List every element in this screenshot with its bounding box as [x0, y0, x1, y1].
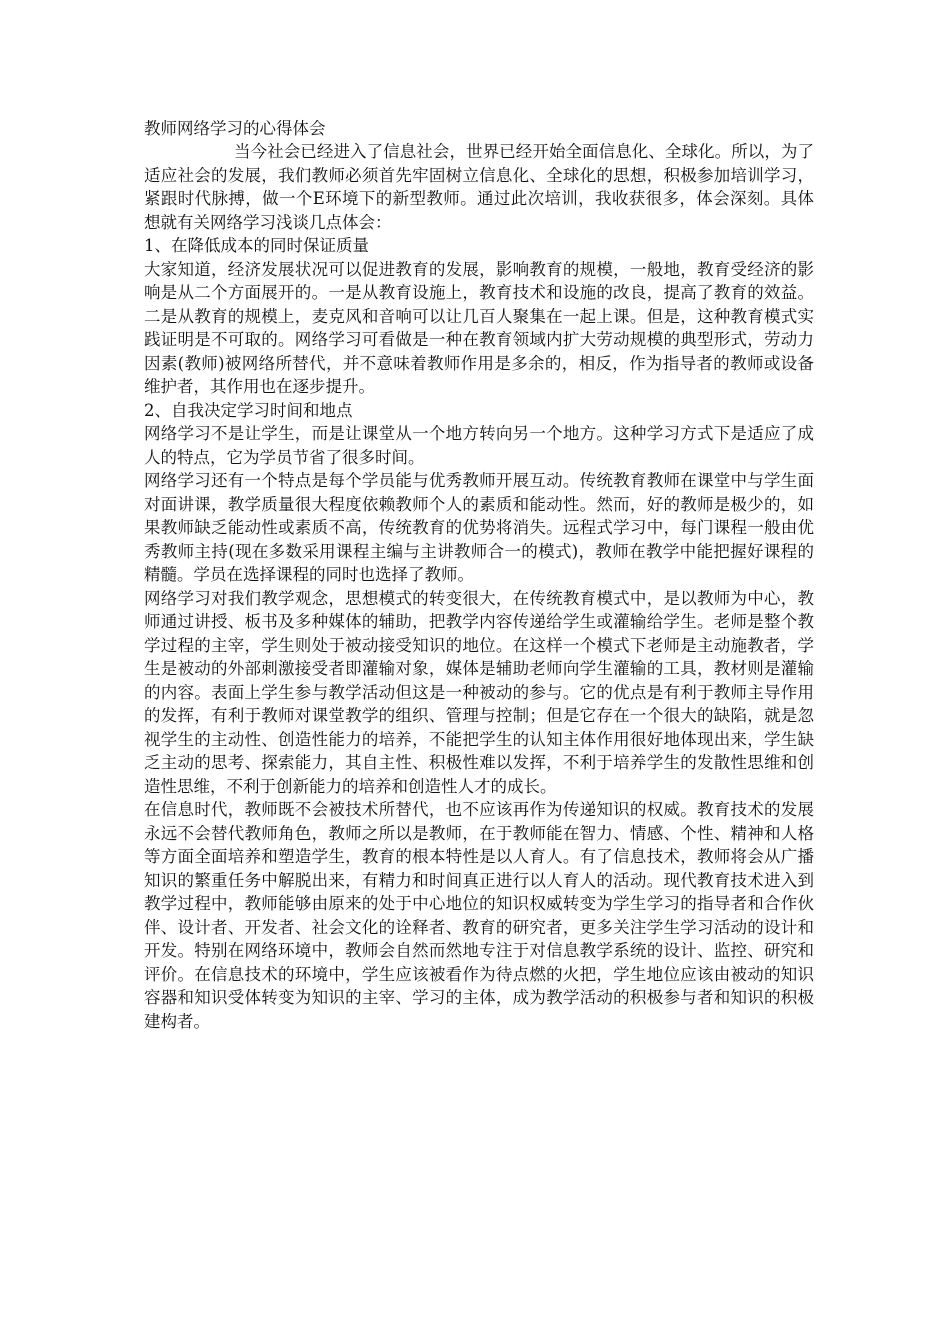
section-2-paragraph-3: 网络学习对我们教学观念，思想模式的转变很大，在传统教育模式中，是以教师为中心，教师通过讲授、板书及多种媒体的辅助，把教学内容传递给学生或灌输给学生。老师是整个教学过程的主宰，学生则处于被动接受知识的地位。在这样一个模式下老师是主动施教者，学生是被动的外部刺激接受者即灌输对象，媒体是辅助老师向学生灌输的工具，教材则是灌输的内容。表面上学生参与教学活动但这是一种被动的参与。它的优点是有利于教师主导作用的发挥，有利于教师对课堂教学的组织、管理与控制；但是它存在一个很大的缺陷，就是忽视学生的主动性、创造性能力的培养，不能把学生的认知主体作用很好地体现出来，学生缺乏主动的思考、探索能力，其自主性、积极性难以发挥，不利于培养学生的发散性思维和创造性思维，不利于创新能力的培养和创造性人才的成长。	[144, 588, 814, 796]
section-1-paragraph: 大家知道，经济发展状况可以促进教育的发展，影响教育的规模，一般地，教育受经济的影响是从二个方面展开的。一是从教育设施上，教育技术和设施的改良，提高了教育的效益。二是从教育的规模上，麦克风和音响可以让几百人聚集在一起上课。但是，这种教育模式实践证明是不可取的。网络学习可看做是一种在教育领域内扩大劳动规模的典型形式，劳动力因素(教师)被网络所替代，并不意味着教师作用是多余的，相反，作为指导者的教师或设备维护者，其作用也在逐步提升。	[144, 259, 814, 396]
section-2-paragraph-2: 网络学习还有一个特点是每个学员能与优秀教师开展互动。传统教育教师在课堂中与学生面对面讲课，教学质量很大程度依赖教师个人的素质和能动性。然而，好的教师是极少的，如果教师缺乏能动性或素质不高，传统教育的优势将消失。远程式学习中，每门课程一般由优秀教师主持(现在多数采用课程主编与主讲教师合一的模式)，教师在教学中能把握好课程的精髓。学员在选择课程的同时也选择了教师。	[144, 471, 814, 584]
section-2-paragraph-4: 在信息时代，教师既不会被技术所替代，也不应该再作为传递知识的权威。教育技术的发展永远不会替代教师角色，教师之所以是教师，在于教师能在智力、情感、个性、精神和人格等方面全面培养和塑造学生，教育的根本特性是以人育人。有了信息技术，教师将会从广播知识的繁重任务中解脱出来，有精力和时间真正进行以人育人的活动。现代教育技术进入到教学过程中，教师能够由原来的处于中心地位的知识权威转变为学生学习的指导者和合作伙伴、设计者、开发者、社会文化的诠释者、教育的研究者，更多关注学生学习活动的设计和开发。特别在网络环境中，教师会自然而然地专注于对信息教学系统的设计、监控、研究和评价。在信息技术的环境中，学生应该被看作为待点燃的火把，学生地位应该由被动的知识容器和知识受体转变为知识的主宰、学习的主体，成为教学活动的积极参与者和知识的积极建构者。	[144, 800, 814, 1031]
document-page	[144, 117, 814, 1033]
section-2-paragraph-1: 网络学习不是让学生，而是让课堂从一个地方转向另一个地方。这种学习方式下是适应了成人的特点，它为学员节省了很多时间。	[144, 424, 814, 467]
intro-paragraph: 当今社会已经进入了信息社会，世界已经开始全面信息化、全球化。所以，为了适应社会的发展，我们教师必须首先牢固树立信息化、全球化的思想，积极参加培训学习，紧跟时代脉搏，做一个E环境下的新型教师。通过此次培训，我收获很多，体会深刻。具体想就有关网络学习浅谈几点体会：	[144, 142, 814, 232]
section-1-heading: 1、在降低成本的同时保证质量	[144, 236, 369, 255]
section-2-heading: 2、自我决定学习时间和地点	[144, 400, 353, 420]
document-title: 教师网络学习的心得体会	[144, 119, 326, 138]
